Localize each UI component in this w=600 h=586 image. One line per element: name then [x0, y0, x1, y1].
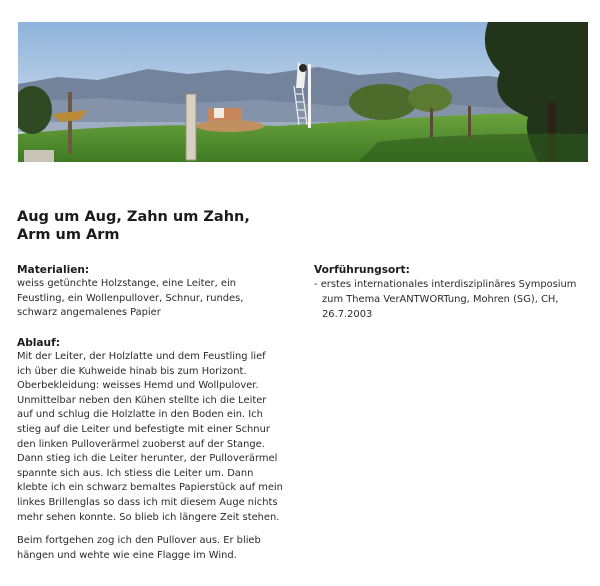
ablauf-line: klebte ich ein schwarz bemaltes Papierstück auf mein	[17, 482, 283, 494]
vorfuehrungsort-heading: Vorführungsort:	[314, 264, 410, 276]
materialien-line: schwarz angemalenes Papier	[17, 307, 161, 319]
scarecrow-pole	[68, 92, 72, 154]
page-title-line: Aug um Aug, Zahn um Zahn,	[17, 209, 250, 225]
vorfuehrungsort-line: 26.7.2003	[322, 309, 373, 321]
materialien-section	[17, 264, 243, 321]
ablauf-line: Unmittelbar neben den Kühen stellte ich die Leiter	[17, 394, 267, 406]
page-title-line: Arm um Arm	[17, 227, 120, 243]
ablauf-section	[17, 337, 283, 563]
bush	[349, 84, 417, 120]
crate	[24, 150, 54, 162]
ablauf-line: linkes Brillenglas so dass ich mit diesem Auge nichts	[17, 496, 278, 508]
materialien-heading: Materialien:	[17, 264, 90, 276]
landscape-photo-illustration	[18, 22, 588, 162]
ablauf-line: Mit der Leiter, der Holzlatte und dem Feustling lief	[17, 351, 266, 362]
ablauf-line: Dann stieg ich die Leiter herunter, der Pulloverärmel	[17, 453, 278, 465]
fence-post	[430, 108, 433, 138]
ablauf-closing-line: Beim fortgehen zog ich den Pullover aus. Er blieb	[17, 535, 261, 547]
ablauf-line: Oberbekleidung: weisses Hemd und Wollpulover.	[17, 380, 259, 392]
ablauf-line: stieg auf die Leiter und befestigte mit einer Schnur	[17, 423, 270, 435]
figure-head	[299, 64, 307, 72]
ablauf-line: spannte sich aus. Ich stiess die Leiter um. Dann	[17, 467, 254, 479]
fence-post	[468, 106, 471, 138]
ablauf-line: mehr sehen konnte. So blieb ich längere Zeit stehen.	[17, 511, 280, 523]
white-pole	[308, 64, 311, 128]
materialien-line: Feustling, ein Wollenpullover, Schnur, rundes,	[17, 292, 244, 304]
vorfuehrungsort-line: - erstes internationales interdisziplinäres Symposium	[314, 279, 577, 290]
cow-patch	[214, 108, 224, 118]
materialien-line: weiss getünchte Holzstange, eine Leiter, ein	[17, 278, 236, 289]
vorfuehrungsort-section	[314, 264, 576, 323]
wooden-post	[186, 94, 196, 160]
page-title	[17, 208, 317, 244]
vorfuehrungsort-line: zum Thema VerANTWORTung, Mohren (SG), CH,	[322, 294, 559, 306]
ablauf-line: auf und schlug die Holzlatte in den Boden ein. Ich	[17, 409, 263, 421]
ablauf-line: den linken Pulloverärmel zuoberst auf der Stange.	[17, 438, 265, 450]
ablauf-line: ich über die Kuhweide hinab bis zum Horizont.	[17, 365, 247, 377]
ablauf-heading: Ablauf:	[17, 337, 60, 349]
bush	[408, 84, 452, 112]
landscape-photo	[18, 22, 588, 162]
ablauf-closing-line: hängen und wehte wie eine Flagge im Wind.	[17, 549, 237, 561]
cow	[208, 108, 242, 122]
resting-cows	[196, 120, 264, 132]
